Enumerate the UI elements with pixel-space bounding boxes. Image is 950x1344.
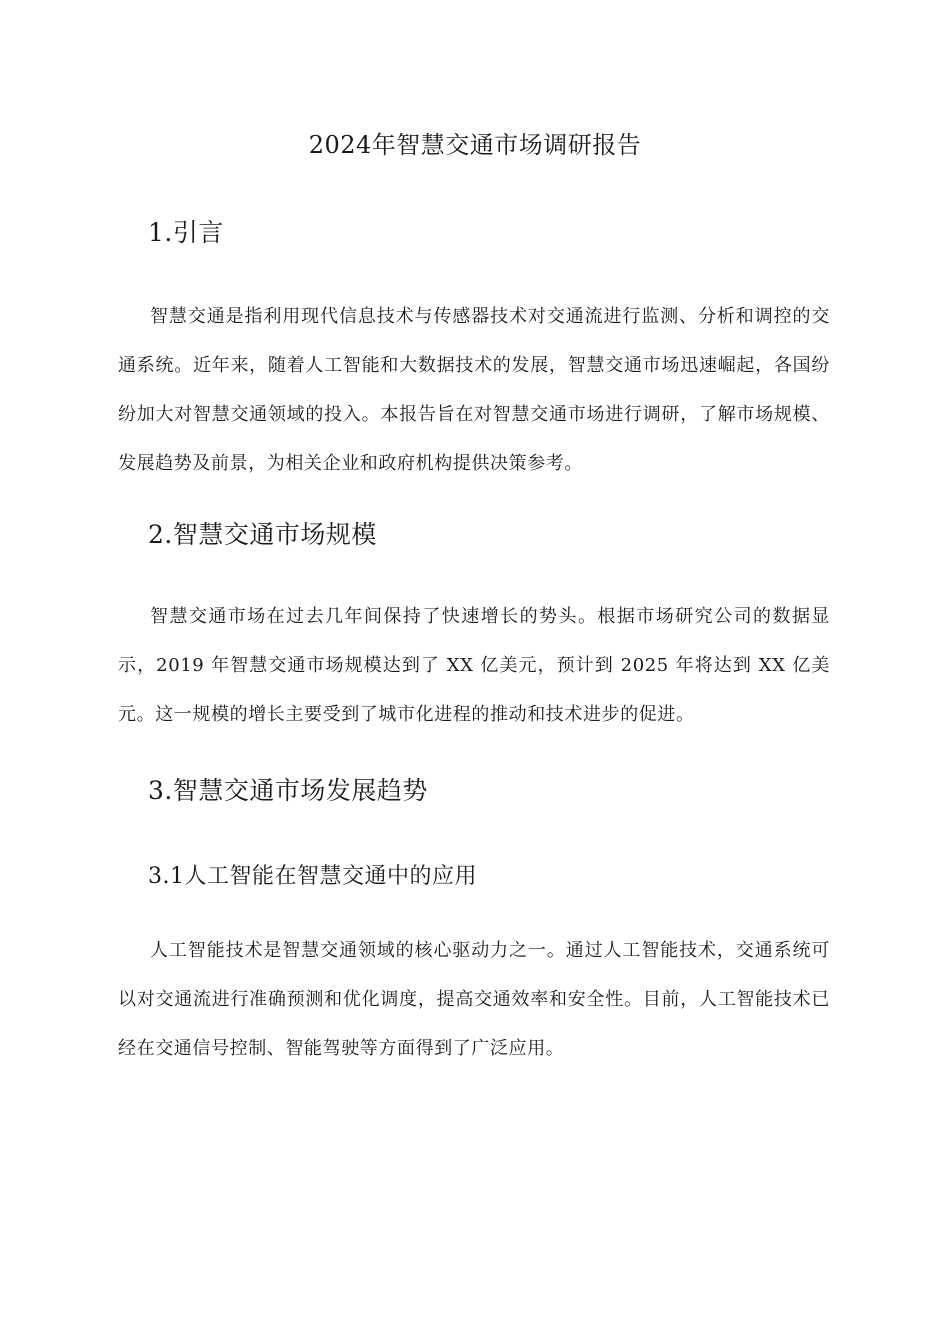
section-heading-market-size: 2.智慧交通市场规模 (148, 520, 377, 549)
document-title: 2024年智慧交通市场调研报告 (308, 131, 642, 159)
subsection-paragraph-ai: 人工智能技术是智慧交通领域的核心驱动力之一。通过人工智能技术，交通系统可以对交通流进行准确预测和优化调度，提高交通效率和安全性。目前，人工智能技术已经在交通信号控制、智能驾驶等方面得到了广泛应用。 (118, 940, 830, 1059)
section-paragraph-introduction: 智慧交通是指利用现代信息技术与传感器技术对交通流进行监测、分析和调控的交通系统。近年来，随着人工智能和大数据技术的发展，智慧交通市场迅速崛起，各国纷纷加大对智慧交通领域的投入。本报告旨在对智慧交通市场进行调研，了解市场规模、发展趋势及前景，为相关企业和政府机构提供决策参考。 (118, 306, 830, 474)
section-paragraph-market-size: 智慧交通市场在过去几年间保持了快速增长的势头。根据市场研究公司的数据显示，2019 年智慧交通市场规模达到了 XX 亿美元，预计到 2025 年将达到 XX 亿美元。这一规模的增长主要受到了城市化进程的推动和技术进步的促进。 (118, 606, 830, 725)
section-heading-trends: 3.智慧交通市场发展趋势 (148, 776, 428, 805)
section-heading-introduction: 1.引言 (148, 218, 224, 247)
subsection-heading-ai: 3.1人工智能在智慧交通中的应用 (148, 864, 477, 889)
